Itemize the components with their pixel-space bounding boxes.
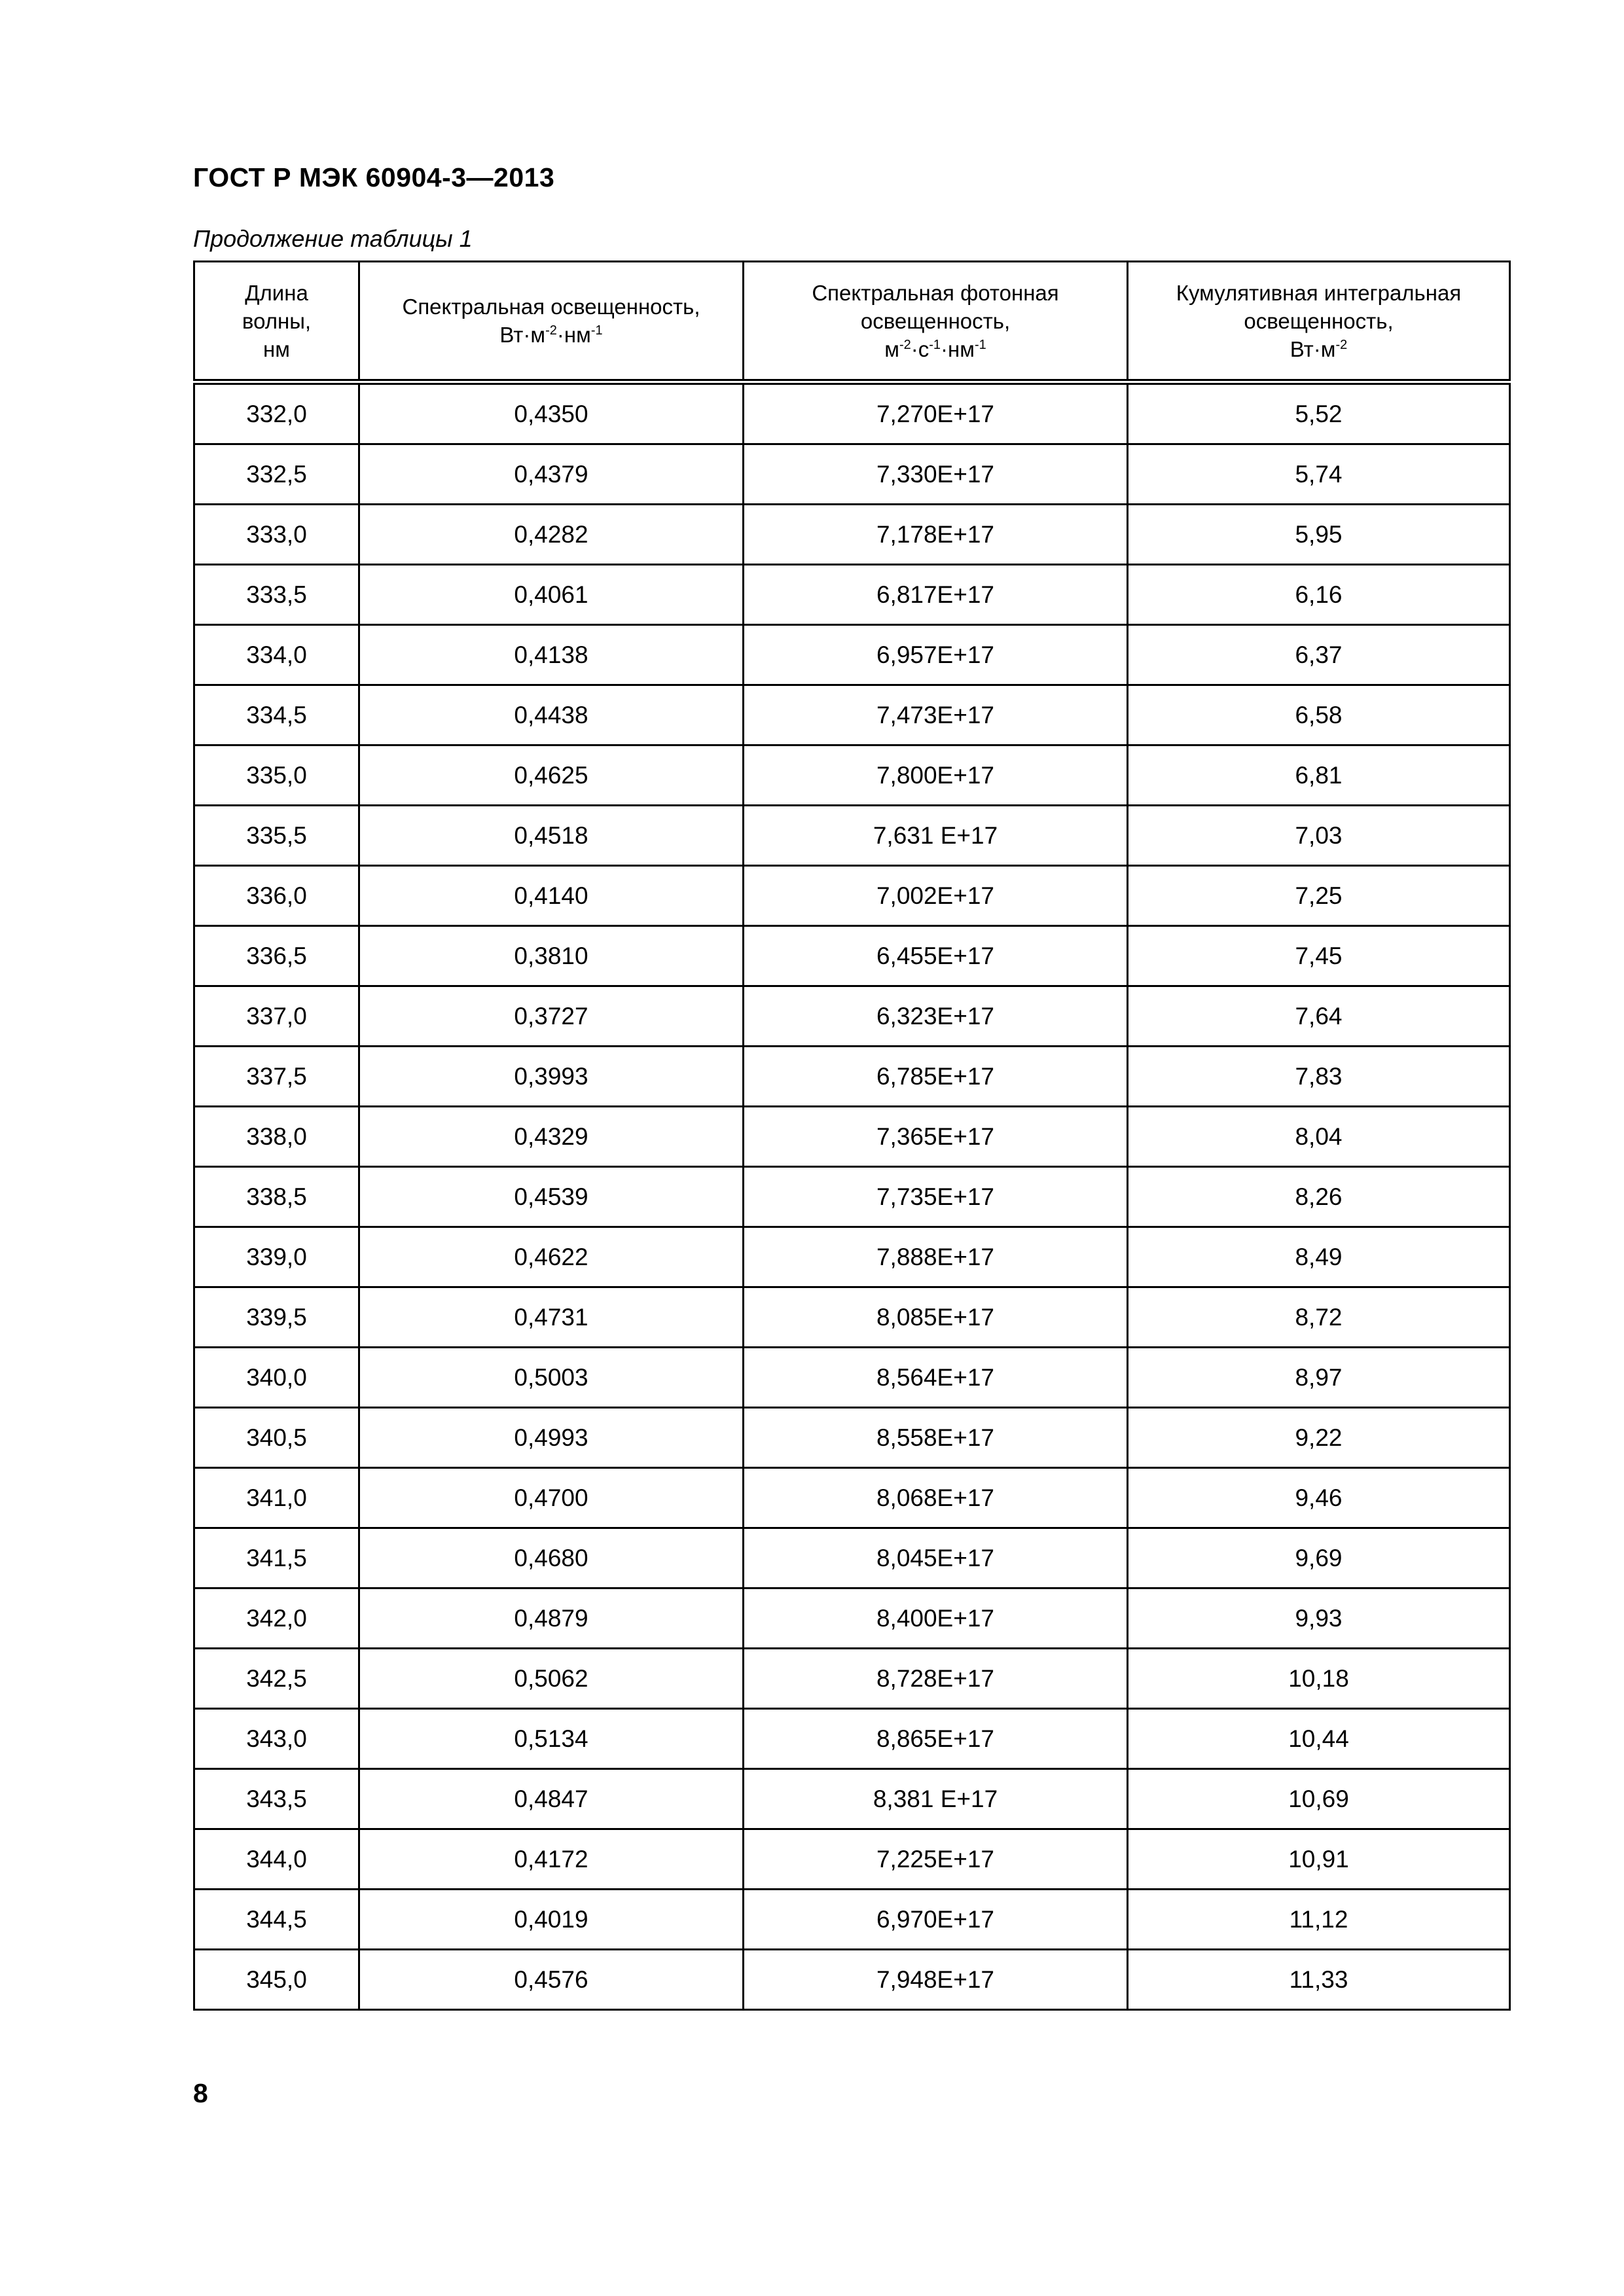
cell-spectral-irradiance: 0,4879 [359,1588,744,1649]
unit-text: $Вт\cdot м^{-2}\cdot нм^{-1}$ [499,323,603,347]
cell-spectral-irradiance: 0,4576 [359,1950,744,2010]
cell-wavelength: 338,5 [194,1167,359,1227]
cell-cumulative-irradiance: 10,69 [1128,1769,1510,1829]
cell-spectral-irradiance: 0,4140 [359,866,744,926]
cell-cumulative-irradiance: 5,74 [1128,444,1510,505]
cell-spectral-irradiance: 0,4700 [359,1468,744,1528]
page-number: 8 [193,2078,208,2108]
cell-cumulative-irradiance: 8,72 [1128,1287,1510,1348]
table-row [194,1709,1510,1769]
cell-photon-irradiance: 8,400E+17 [744,1588,1128,1649]
table-row [194,1588,1510,1649]
cell-wavelength: 343,5 [194,1769,359,1829]
cell-spectral-irradiance: 0,4379 [359,444,744,505]
cell-photon-irradiance: 8,381 E+17 [744,1769,1128,1829]
cell-photon-irradiance: 8,865E+17 [744,1709,1128,1769]
cell-photon-irradiance: 6,817E+17 [744,565,1128,625]
cell-photon-irradiance: 7,225E+17 [744,1829,1128,1890]
cell-photon-irradiance: 7,365E+17 [744,1107,1128,1167]
cell-spectral-irradiance: 0,5134 [359,1709,744,1769]
document-title: ГОСТ Р МЭК 60904-3—2013 [193,162,555,192]
cell-wavelength: 342,5 [194,1649,359,1709]
cell-cumulative-irradiance: 6,81 [1128,745,1510,806]
cell-wavelength: 336,5 [194,926,359,986]
table-row [194,1769,1510,1829]
table-row [194,685,1510,745]
cell-photon-irradiance: 8,558E+17 [744,1408,1128,1468]
cell-photon-irradiance: 8,045E+17 [744,1528,1128,1588]
cell-photon-irradiance: 6,957E+17 [744,625,1128,685]
cell-photon-irradiance: 8,068E+17 [744,1468,1128,1528]
table-row [194,1950,1510,2010]
cell-wavelength: 345,0 [194,1950,359,2010]
cell-wavelength: 339,0 [194,1227,359,1287]
column-header-cumulative-irradiance: Кумулятивная интегральная освещенность, $Вт\cdot м^{-2}$ [1128,262,1510,382]
table-row [194,1167,1510,1227]
table-row [194,1528,1510,1588]
table-row [194,1890,1510,1950]
cell-photon-irradiance: 6,970E+17 [744,1890,1128,1950]
cell-wavelength: 341,5 [194,1528,359,1588]
cell-cumulative-irradiance: 5,52 [1128,382,1510,444]
cell-spectral-irradiance: 0,5062 [359,1649,744,1709]
cell-spectral-irradiance: 0,4282 [359,505,744,565]
cell-photon-irradiance: 7,330E+17 [744,444,1128,505]
cell-cumulative-irradiance: 10,18 [1128,1649,1510,1709]
cell-cumulative-irradiance: 10,91 [1128,1829,1510,1890]
cell-photon-irradiance: 7,631 E+17 [744,806,1128,866]
cell-cumulative-irradiance: 6,58 [1128,685,1510,745]
cell-cumulative-irradiance: 8,04 [1128,1107,1510,1167]
cell-spectral-irradiance: 0,4680 [359,1528,744,1588]
table-row [194,986,1510,1047]
column-header-wavelength: Длина волны, нм [194,262,359,382]
cell-cumulative-irradiance: 7,25 [1128,866,1510,926]
cell-spectral-irradiance: 0,3727 [359,986,744,1047]
table-row [194,1408,1510,1468]
cell-wavelength: 340,5 [194,1408,359,1468]
cell-wavelength: 338,0 [194,1107,359,1167]
cell-cumulative-irradiance: 9,46 [1128,1468,1510,1528]
cell-spectral-irradiance: 0,4518 [359,806,744,866]
cell-photon-irradiance: 7,178E+17 [744,505,1128,565]
table-row [194,1287,1510,1348]
cell-photon-irradiance: 7,735E+17 [744,1167,1128,1227]
cell-wavelength: 332,5 [194,444,359,505]
cell-spectral-irradiance: 0,4438 [359,685,744,745]
cell-photon-irradiance: 7,800E+17 [744,745,1128,806]
cell-photon-irradiance: 7,473E+17 [744,685,1128,745]
table-row [194,745,1510,806]
cell-cumulative-irradiance: 6,16 [1128,565,1510,625]
cell-spectral-irradiance: 0,5003 [359,1348,744,1408]
cell-wavelength: 344,5 [194,1890,359,1950]
unit-text: $м^{-2}\cdot с^{-1}\cdot нм^{-1}$ [884,336,986,361]
table-row [194,926,1510,986]
cell-cumulative-irradiance: 8,97 [1128,1348,1510,1408]
column-header-spectral-irradiance: Спектральная освещенность, $Вт\cdot м^{-2}\cdot нм^{-1}$ [359,262,744,382]
cell-spectral-irradiance: 0,4625 [359,745,744,806]
table-body [194,382,1510,2010]
table-row [194,625,1510,685]
cell-wavelength: 339,5 [194,1287,359,1348]
cell-cumulative-irradiance: 7,83 [1128,1047,1510,1107]
table-row [194,1829,1510,1890]
cell-photon-irradiance: 7,270E+17 [744,382,1128,444]
table-row [194,565,1510,625]
cell-spectral-irradiance: 0,4172 [359,1829,744,1890]
cell-cumulative-irradiance: 5,95 [1128,505,1510,565]
table-row [194,1649,1510,1709]
table-row [194,382,1510,444]
cell-wavelength: 332,0 [194,382,359,444]
cell-spectral-irradiance: 0,4622 [359,1227,744,1287]
cell-cumulative-irradiance: 7,45 [1128,926,1510,986]
cell-spectral-irradiance: 0,4350 [359,382,744,444]
cell-photon-irradiance: 7,002E+17 [744,866,1128,926]
cell-cumulative-irradiance: 7,03 [1128,806,1510,866]
cell-cumulative-irradiance: 9,69 [1128,1528,1510,1588]
cell-photon-irradiance: 6,323E+17 [744,986,1128,1047]
cell-spectral-irradiance: 0,4539 [359,1167,744,1227]
cell-spectral-irradiance: 0,4138 [359,625,744,685]
table-row [194,1468,1510,1528]
cell-spectral-irradiance: 0,4329 [359,1107,744,1167]
cell-wavelength: 335,5 [194,806,359,866]
cell-wavelength: 337,0 [194,986,359,1047]
cell-spectral-irradiance: 0,4019 [359,1890,744,1950]
cell-wavelength: 340,0 [194,1348,359,1408]
cell-photon-irradiance: 7,948E+17 [744,1950,1128,2010]
cell-wavelength: 336,0 [194,866,359,926]
cell-wavelength: 334,5 [194,685,359,745]
cell-spectral-irradiance: 0,3993 [359,1047,744,1107]
table-row [194,1047,1510,1107]
cell-cumulative-irradiance: 8,26 [1128,1167,1510,1227]
cell-cumulative-irradiance: 11,33 [1128,1950,1510,2010]
cell-photon-irradiance: 8,085E+17 [744,1287,1128,1348]
cell-photon-irradiance: 6,455E+17 [744,926,1128,986]
table-row [194,1107,1510,1167]
table-row [194,1227,1510,1287]
cell-wavelength: 334,0 [194,625,359,685]
cell-wavelength: 333,5 [194,565,359,625]
table-row [194,866,1510,926]
cell-cumulative-irradiance: 10,44 [1128,1709,1510,1769]
cell-spectral-irradiance: 0,3810 [359,926,744,986]
table-row [194,444,1510,505]
table-row [194,806,1510,866]
cell-cumulative-irradiance: 8,49 [1128,1227,1510,1287]
cell-cumulative-irradiance: 11,12 [1128,1890,1510,1950]
cell-cumulative-irradiance: 9,93 [1128,1588,1510,1649]
cell-spectral-irradiance: 0,4731 [359,1287,744,1348]
cell-wavelength: 335,0 [194,745,359,806]
cell-wavelength: 344,0 [194,1829,359,1890]
cell-wavelength: 342,0 [194,1588,359,1649]
cell-cumulative-irradiance: 9,22 [1128,1408,1510,1468]
column-header-photon-irradiance: Спектральная фотонная освещенность, $м^{-2}\cdot с^{-1}\cdot нм^{-1}$ [744,262,1128,382]
table-row [194,1348,1510,1408]
cell-photon-irradiance: 6,785E+17 [744,1047,1128,1107]
cell-spectral-irradiance: 0,4993 [359,1408,744,1468]
cell-wavelength: 341,0 [194,1468,359,1528]
cell-cumulative-irradiance: 7,64 [1128,986,1510,1047]
unit-text: $Вт\cdot м^{-2}$ [1290,336,1348,361]
cell-wavelength: 337,5 [194,1047,359,1107]
cell-wavelength: 333,0 [194,505,359,565]
cell-photon-irradiance: 7,888E+17 [744,1227,1128,1287]
cell-photon-irradiance: 8,564E+17 [744,1348,1128,1408]
table-header-row [194,262,1510,382]
cell-cumulative-irradiance: 6,37 [1128,625,1510,685]
spectral-data-table [193,260,1511,2011]
cell-photon-irradiance: 8,728E+17 [744,1649,1128,1709]
table-row [194,505,1510,565]
cell-spectral-irradiance: 0,4847 [359,1769,744,1829]
table-caption: Продолжение таблицы 1 [193,225,473,252]
cell-wavelength: 343,0 [194,1709,359,1769]
cell-spectral-irradiance: 0,4061 [359,565,744,625]
